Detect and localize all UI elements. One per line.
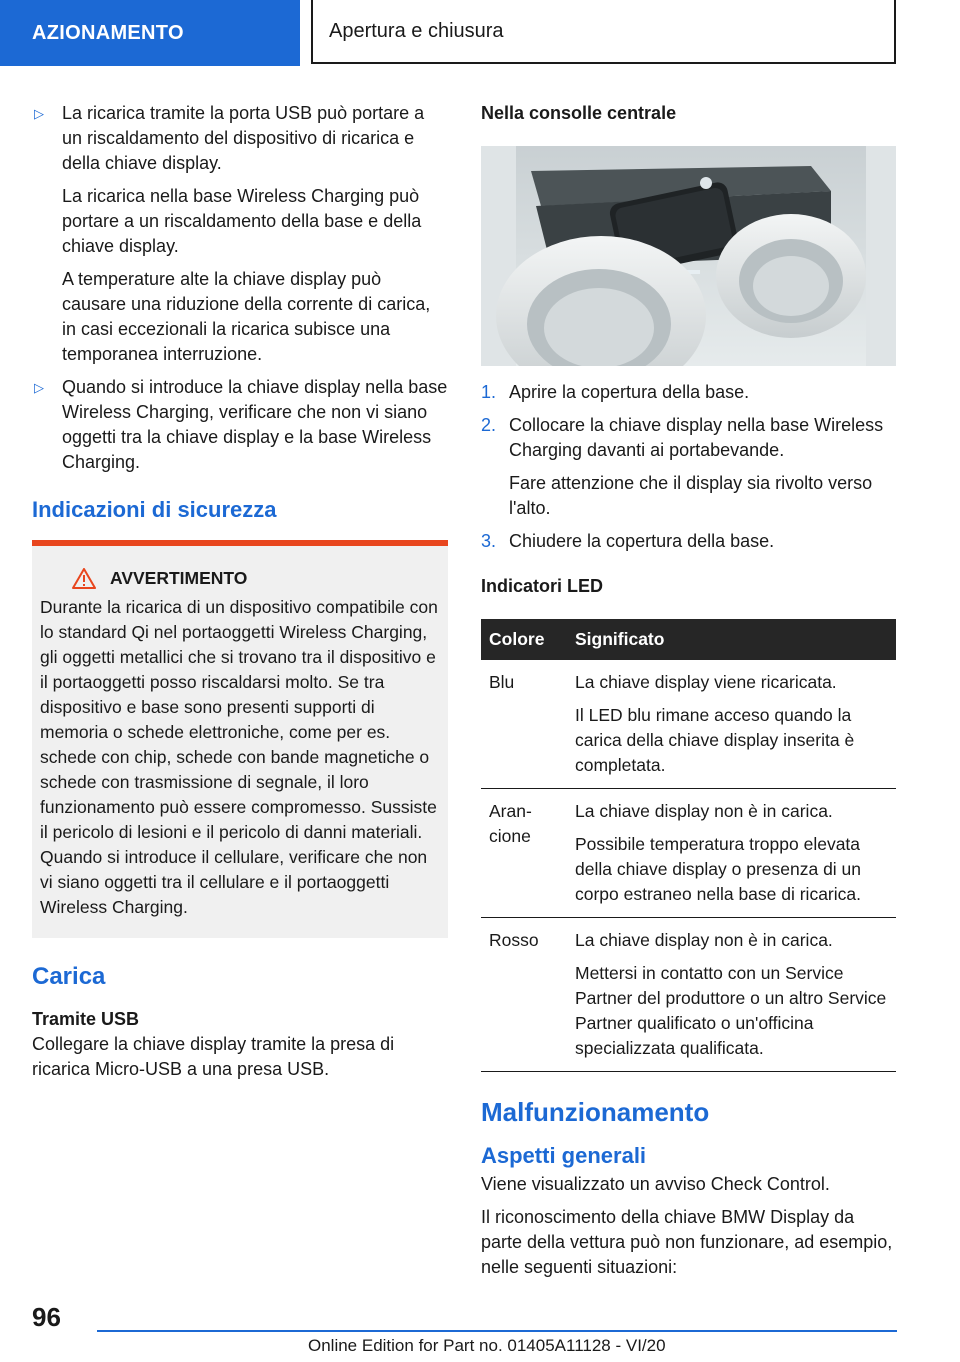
- warning-title: [40, 566, 440, 591]
- step-item: [481, 529, 896, 554]
- footer-divider: [97, 1330, 897, 1332]
- warning-text: Durante la ricarica di un dispositivo compatibile con lo standard Qi nel portaoggetti Wireless Charging, gli oggetti metallici che si trovano tra il dispositivo e il portaoggetti posso riscaldarsi molto. Se tra dispositivo e base sono presenti supporti di memoria o schede elettroniche, come per es. schede con chip, schede con bande magnetiche o schede con trasmissione di segnale, il loro funzionamento può essere compromesso. Sussiste il pericolo di lesioni e il pericolo di danni materiali. Quando si introduce il cellulare, verificare che non vi siano oggetti tra il cellulare e il portaoggetti Wireless Charging.: [40, 597, 438, 917]
- step-number: 1.: [481, 382, 497, 402]
- paragraph: A temperature alte la chiave display può causare una riduzione della corrente di carica, in casi eccezionali la ricarica subisce una temporanea interruzione.: [62, 269, 431, 364]
- general-paragraph: Viene visualizzato un avviso Check Control.: [481, 1174, 830, 1194]
- column-header: Significato: [567, 619, 896, 660]
- step-item: [481, 380, 896, 405]
- charge-heading: Carica: [32, 963, 106, 990]
- step-text: Chiudere la copertura della base.: [509, 531, 775, 551]
- warning-box: [32, 540, 448, 938]
- step-number: 2.: [481, 415, 497, 435]
- meaning-line: La chiave display non è in carica.: [575, 801, 833, 821]
- safety-heading: Indicazioni di sicurezza: [32, 497, 277, 522]
- paragraph: La ricarica tramite la porta USB può portare a un riscaldamento del dispositivo di ricarica e della chiave display.: [62, 103, 425, 173]
- led-table: [481, 619, 896, 1072]
- step-note: Fare attenzione che il display sia rivolto verso l'alto.: [509, 473, 873, 518]
- meaning-line: Possibile temperatura troppo elevata della chiave display o presenza di un corpo estraneo nella base di ricarica.: [575, 834, 862, 904]
- general-paragraph: Il riconoscimento della chiave BMW Display da parte della vettura può non funzionare, ad esempio, nelle seguenti situazioni:: [481, 1207, 893, 1277]
- general-heading: Aspetti generali: [481, 1143, 647, 1168]
- step-text: Collocare la chiave display nella base Wireless Charging davanti ai portabevande.: [509, 415, 884, 460]
- console-heading: Nella consolle centrale: [481, 103, 677, 123]
- table-row: [481, 789, 896, 918]
- triangle-bullet-icon: ▷: [34, 380, 44, 395]
- section-tab: AZIONAMENTO: [0, 0, 300, 66]
- warning-title-text: AVVERTIMENTO: [110, 568, 248, 588]
- meaning-line: Il LED blu rimane acceso quando la carica della chiave display inserita è completata.: [575, 705, 855, 775]
- usb-heading: Tramite USB: [32, 1009, 140, 1029]
- paragraph: Quando si introduce la chiave display nella base Wireless Charging, verificare che non vi siano oggetti tra la chiave display e la base Wireless Charging.: [62, 377, 448, 472]
- led-meaning-cell: [567, 789, 896, 918]
- warning-triangle-icon: [72, 568, 96, 589]
- usb-text: Collegare la chiave display tramite la presa di ricarica Micro-USB a una presa USB.: [32, 1034, 395, 1079]
- center-console-photo: [481, 146, 896, 366]
- chapter-title: Apertura e chiusura: [311, 0, 896, 64]
- led-meaning-cell: [567, 918, 896, 1072]
- led-color-cell: Blu: [481, 660, 567, 789]
- led-color-cell: Aran-cione: [481, 789, 567, 918]
- paragraph: La ricarica nella base Wireless Charging può portare a un riscaldamento della base e della chiave display.: [62, 186, 422, 256]
- bullet-foreign-objects: [32, 375, 448, 475]
- column-header: Colore: [481, 619, 567, 660]
- step-item: [481, 413, 896, 521]
- triangle-bullet-icon: ▷: [34, 106, 44, 121]
- meaning-line: Mettersi in contatto con un Service Partner del produttore o un altro Service Partner qualificato o un'officina specializzata qualificata.: [575, 963, 887, 1058]
- meaning-line: La chiave display viene ricaricata.: [575, 672, 837, 692]
- meaning-line: La chiave display non è in carica.: [575, 930, 833, 950]
- table-row: [481, 918, 896, 1072]
- left-column: [32, 101, 448, 1082]
- bullet-charging-heat: [32, 101, 448, 367]
- step-text: Aprire la copertura della base.: [509, 382, 750, 402]
- step-number: 3.: [481, 531, 497, 551]
- footer-edition: Online Edition for Part no. 01405A11128 - VI/20: [308, 1336, 666, 1355]
- steps-list: [481, 380, 896, 554]
- right-column: [481, 101, 896, 1280]
- led-heading: Indicatori LED: [481, 576, 604, 596]
- led-meaning-cell: [567, 660, 896, 789]
- table-row: [481, 660, 896, 789]
- led-color-cell: Rosso: [481, 918, 567, 1072]
- page-number: 96: [32, 1302, 61, 1332]
- malfunction-heading: Malfunzionamento: [481, 1097, 710, 1127]
- table-header-row: [481, 619, 896, 660]
